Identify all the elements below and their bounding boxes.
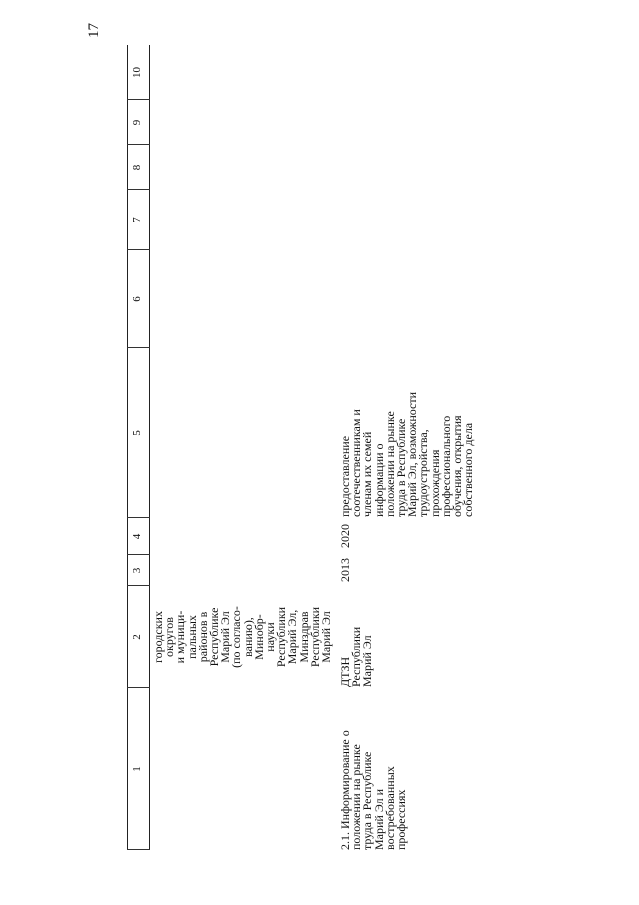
end-year: 2020 bbox=[338, 524, 352, 548]
text-line: трудоустройства, bbox=[416, 429, 431, 517]
column-number: 8 bbox=[131, 164, 143, 171]
text-line: Республики bbox=[274, 606, 289, 668]
text-line: профессиях bbox=[394, 789, 409, 850]
text-line: науки bbox=[263, 622, 278, 652]
column-number: 2 bbox=[131, 634, 143, 640]
text-line: информации о bbox=[371, 443, 386, 517]
column-number: 5 bbox=[131, 430, 143, 436]
text-line: Марий Эл, bbox=[285, 609, 300, 665]
column-number: 4 bbox=[131, 533, 143, 540]
table-header-rule bbox=[149, 45, 150, 850]
column-number: 6 bbox=[131, 296, 143, 302]
text-line: Минобр- bbox=[251, 614, 266, 660]
text-line: районов в bbox=[195, 611, 210, 663]
text-line: пальных bbox=[184, 615, 199, 659]
text-line: Республики bbox=[307, 606, 322, 668]
table-sheet bbox=[127, 45, 517, 850]
text-line: округов bbox=[162, 617, 177, 657]
text-line: собственного дела bbox=[461, 422, 476, 517]
text-line: городских bbox=[151, 611, 165, 663]
column-number: 9 bbox=[131, 119, 143, 126]
text-line: прохождения bbox=[427, 449, 442, 517]
measure-name bbox=[340, 700, 407, 850]
text-line: Республике bbox=[207, 607, 222, 667]
text-line: предоставление bbox=[338, 435, 352, 517]
column-number: 3 bbox=[131, 567, 143, 574]
text-line: 2.1. Информирование о bbox=[338, 730, 352, 850]
text-line: обучения, открытия bbox=[450, 415, 465, 517]
text-line: востребованных bbox=[382, 766, 397, 850]
text-line: членам их семей bbox=[360, 431, 375, 517]
text-line: Марий Эл bbox=[218, 611, 233, 663]
text-line: соотечественникам и bbox=[349, 409, 364, 517]
column-number: 10 bbox=[131, 67, 143, 78]
text-line: Марий Эл, возможности bbox=[405, 391, 420, 517]
text-line: профессионального bbox=[438, 415, 453, 517]
text-line: и муници- bbox=[173, 610, 188, 664]
text-line: Марий Эл bbox=[319, 611, 334, 663]
start-year: 2013 bbox=[338, 558, 352, 582]
continuation-executors bbox=[153, 587, 332, 687]
text-line: ванию), bbox=[240, 617, 255, 657]
responsible-executor bbox=[340, 587, 374, 687]
text-line: (по согласо- bbox=[229, 606, 244, 668]
text-line: Минздрав bbox=[296, 611, 311, 663]
table-top-rule bbox=[127, 45, 128, 850]
text-line: труда в Республике bbox=[394, 418, 409, 517]
page-number: 17 bbox=[86, 23, 102, 38]
text-line: положении на рынке bbox=[382, 411, 397, 517]
text-line: ДТЗН bbox=[338, 656, 352, 687]
text-line: Республики bbox=[349, 626, 364, 687]
text-line: Марий Эл и bbox=[371, 788, 386, 850]
expected-result bbox=[340, 349, 474, 517]
text-line: Марий Эл bbox=[360, 635, 375, 687]
column-number: 1 bbox=[131, 766, 143, 772]
text-line: труда в Республике bbox=[360, 751, 375, 850]
text-line: положении на рынке bbox=[349, 744, 364, 850]
column-number: 7 bbox=[131, 217, 143, 223]
